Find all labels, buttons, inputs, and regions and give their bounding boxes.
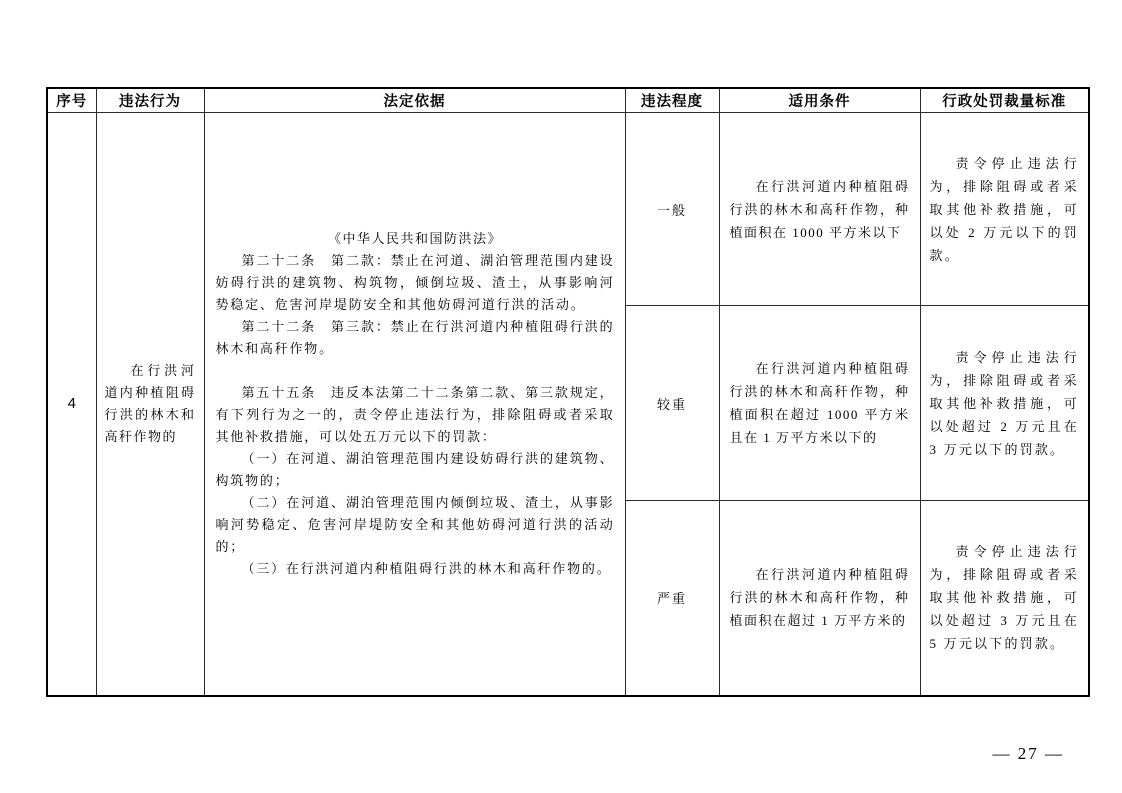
column-header-penalty-standard: 行政处罚裁量标准 [920, 88, 1089, 113]
cell-penalty-heavier [920, 306, 1089, 501]
penalty-text: 责令停止违法行为，排除阻碍或者采取其他补救措施，可以处超过 3 万元且在 5 万元以下的罚款。 [929, 544, 1079, 652]
cell-condition-heavier [719, 306, 920, 501]
condition-text: 在行洪河道内种植阻碍行洪的林木和高秆作物，种植面积在超过 1 万平方米的 [729, 567, 910, 629]
table-header-row [47, 88, 1089, 113]
cell-illegal-behavior [96, 113, 204, 696]
table-row [47, 113, 1089, 306]
law-paragraph: （二）在河道、湖泊管理范围内倾倒垃圾、渣土，从事影响河势稳定、危害河岸堤防安全和其他妨碍河道行洪的活动的； [215, 494, 615, 554]
column-header-legal-basis: 法定依据 [204, 88, 625, 113]
law-paragraph: 第二十二条 第三款：禁止在行洪河道内种植阻碍行洪的林木和高秆作物。 [215, 318, 615, 356]
cell-condition-general [719, 113, 920, 306]
cell-degree-general: 一般 [625, 113, 719, 306]
cell-legal-basis [204, 113, 625, 696]
law-paragraph: （一）在河道、湖泊管理范围内建设妨碍行洪的建筑物、构筑物的； [215, 450, 615, 488]
law-paragraph: 第二十二条 第二款：禁止在河道、湖泊管理范围内建设妨碍行洪的建筑物、构筑物，倾倒垃圾、渣土，从事影响河势稳定、危害河岸堤防安全和其他妨碍河道行洪的活动。 [215, 252, 615, 312]
page-number: — 27 — [992, 744, 1064, 763]
law-title: 《中华人民共和国防洪法》 [327, 230, 502, 246]
penalty-text: 责令停止违法行为，排除阻碍或者采取其他补救措施，可以处 2 万元以下的罚款。 [929, 155, 1079, 263]
cell-condition-severe [719, 501, 920, 696]
cell-degree-heavier: 较重 [625, 306, 719, 501]
column-header-condition: 适用条件 [719, 88, 920, 113]
law-paragraph: 第五十五条 违反本法第二十二条第二款、第三款规定，有下列行为之一的，责令停止违法行为，排除阻碍或者采取其他补救措施，可以处五万元以下的罚款： [215, 384, 615, 444]
cell-degree-severe: 严重 [625, 501, 719, 696]
cell-serial-number: 4 [47, 113, 96, 696]
penalty-text: 责令停止违法行为，排除阻碍或者采取其他补救措施，可以处超过 2 万元且在 3 万元以下的罚款。 [929, 349, 1079, 457]
cell-penalty-general [920, 113, 1089, 306]
law-paragraph: （三）在行洪河道内种植阻碍行洪的林木和高秆作物的。 [241, 560, 612, 576]
condition-text: 在行洪河道内种植阻碍行洪的林木和高秆作物，种植面积在超过 1000 平方米且在 1 万平方米以下的 [729, 361, 910, 445]
column-header-serial: 序号 [47, 88, 96, 113]
column-header-degree: 违法程度 [625, 88, 719, 113]
condition-text: 在行洪河道内种植阻碍行洪的林木和高秆作物，种植面积在 1000 平方米以下 [729, 178, 910, 240]
column-header-behavior: 违法行为 [96, 88, 204, 113]
illegal-behavior-text: 在行洪河道内种植阻碍行洪的林木和高秆作物的 [104, 362, 196, 444]
cell-penalty-severe [920, 501, 1089, 696]
penalty-standards-table [46, 87, 1090, 697]
